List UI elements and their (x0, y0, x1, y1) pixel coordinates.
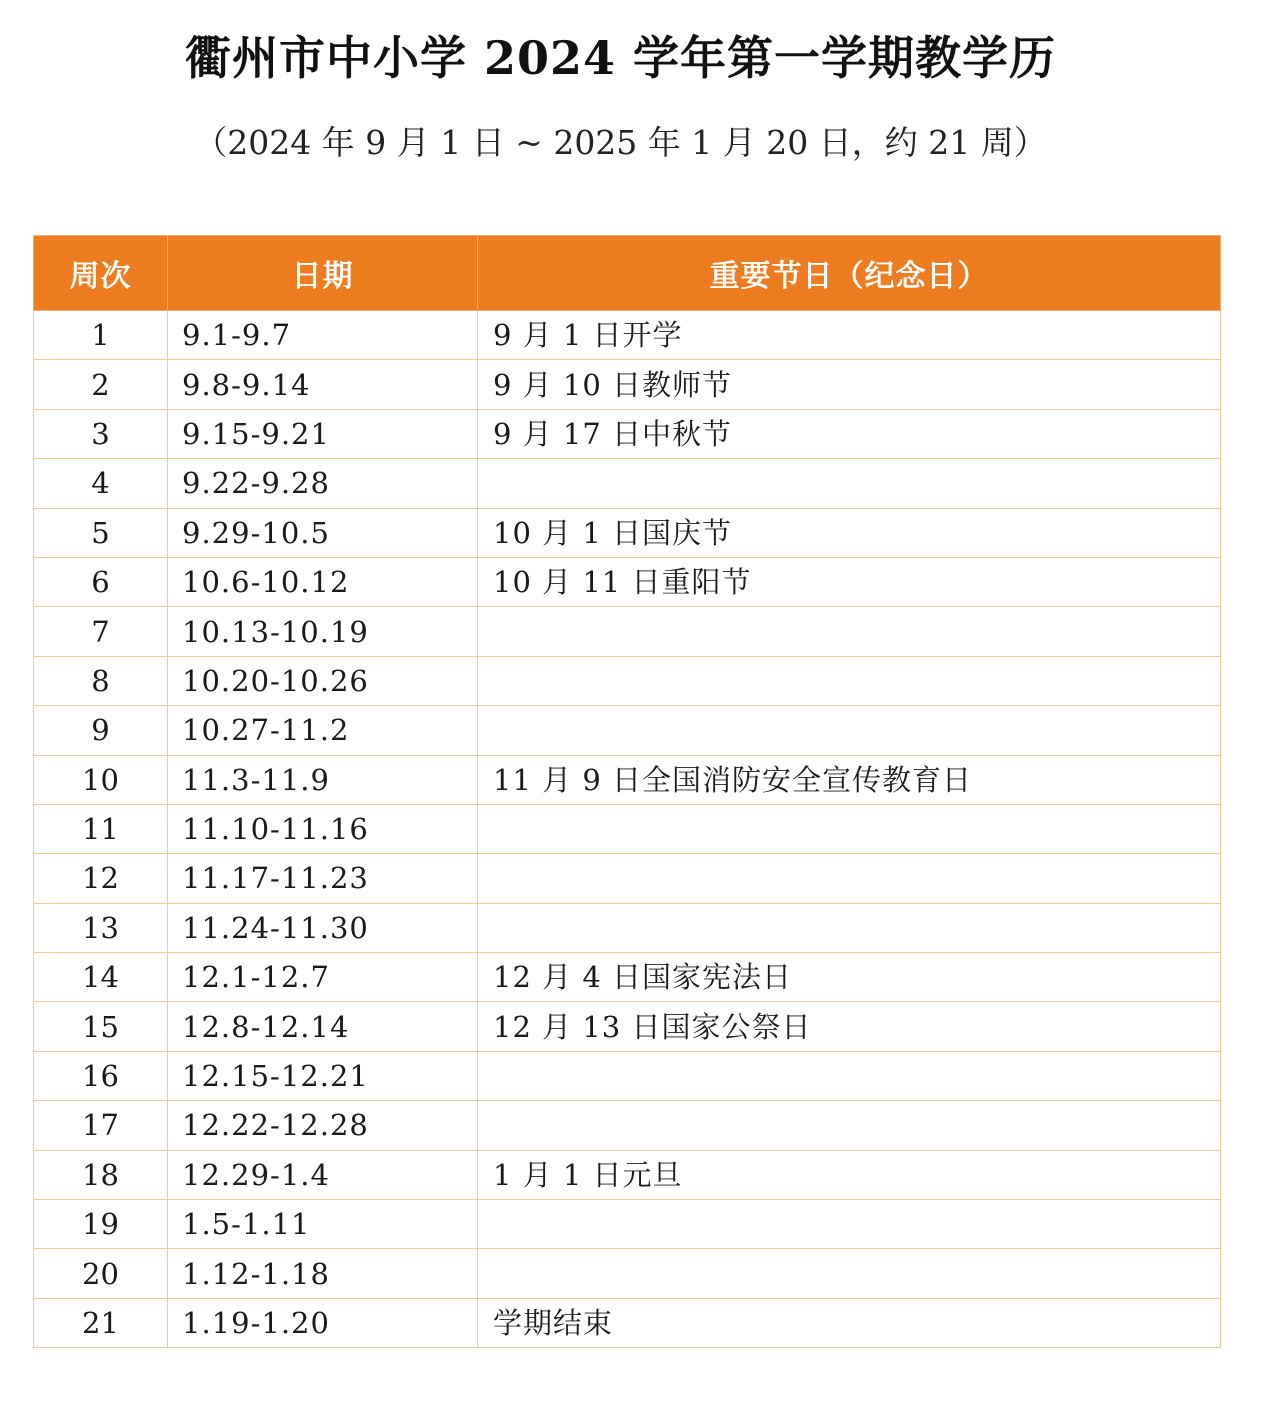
header-week: 周次 (34, 236, 168, 311)
header-date: 日期 (168, 236, 478, 311)
holiday-cell: 学期结束 (478, 1298, 1221, 1347)
table-body (34, 311, 1221, 1348)
holiday-cell (478, 1051, 1221, 1100)
week-cell: 14 (34, 953, 168, 1002)
week-cell: 7 (34, 607, 168, 656)
header-row (34, 236, 1221, 311)
date-cell: 12.8-12.14 (168, 1002, 478, 1051)
table-row (34, 706, 1221, 755)
week-cell: 9 (34, 706, 168, 755)
week-cell: 15 (34, 1002, 168, 1051)
holiday-cell: 11 月 9 日全国消防安全宣传教育日 (478, 755, 1221, 804)
table-row (34, 409, 1221, 458)
table-header (34, 236, 1221, 311)
table-row (34, 755, 1221, 804)
date-cell: 12.22-12.28 (168, 1101, 478, 1150)
holiday-cell (478, 903, 1221, 952)
week-cell: 21 (34, 1298, 168, 1347)
teaching-calendar-table (33, 235, 1221, 1348)
table-row (34, 1002, 1221, 1051)
week-cell: 17 (34, 1101, 168, 1150)
table-row (34, 557, 1221, 606)
week-cell: 4 (34, 459, 168, 508)
holiday-cell: 9 月 17 日中秋节 (478, 409, 1221, 458)
week-cell: 1 (34, 311, 168, 360)
header-holiday: 重要节日（纪念日） (478, 236, 1221, 311)
holiday-cell (478, 1101, 1221, 1150)
table-row (34, 1298, 1221, 1347)
table-row (34, 459, 1221, 508)
holiday-cell (478, 459, 1221, 508)
holiday-cell: 9 月 1 日开学 (478, 311, 1221, 360)
holiday-cell (478, 1200, 1221, 1249)
date-cell: 9.22-9.28 (168, 459, 478, 508)
week-cell: 16 (34, 1051, 168, 1100)
date-cell: 1.12-1.18 (168, 1249, 478, 1298)
table-row (34, 1150, 1221, 1199)
holiday-cell: 12 月 4 日国家宪法日 (478, 953, 1221, 1002)
week-cell: 13 (34, 903, 168, 952)
week-cell: 18 (34, 1150, 168, 1199)
week-cell: 2 (34, 360, 168, 409)
table-row (34, 1249, 1221, 1298)
holiday-cell (478, 706, 1221, 755)
week-cell: 8 (34, 656, 168, 705)
table-row (34, 854, 1221, 903)
date-cell: 1.5-1.11 (168, 1200, 478, 1249)
holiday-cell: 10 月 11 日重阳节 (478, 557, 1221, 606)
date-cell: 12.1-12.7 (168, 953, 478, 1002)
holiday-cell (478, 607, 1221, 656)
holiday-cell: 10 月 1 日国庆节 (478, 508, 1221, 557)
date-cell: 11.24-11.30 (168, 903, 478, 952)
table-row (34, 360, 1221, 409)
table-row (34, 804, 1221, 853)
holiday-cell: 12 月 13 日国家公祭日 (478, 1002, 1221, 1051)
week-cell: 10 (34, 755, 168, 804)
date-cell: 11.10-11.16 (168, 804, 478, 853)
week-cell: 6 (34, 557, 168, 606)
table-row (34, 953, 1221, 1002)
week-cell: 3 (34, 409, 168, 458)
date-cell: 9.29-10.5 (168, 508, 478, 557)
holiday-cell: 1 月 1 日元旦 (478, 1150, 1221, 1199)
date-cell: 10.6-10.12 (168, 557, 478, 606)
date-cell: 9.15-9.21 (168, 409, 478, 458)
page-subtitle: （2024 年 9 月 1 日 ~ 2025 年 1 月 20 日，约 21 周） (194, 123, 1047, 162)
date-cell: 12.15-12.21 (168, 1051, 478, 1100)
week-cell: 5 (34, 508, 168, 557)
holiday-cell (478, 1249, 1221, 1298)
table-row (34, 656, 1221, 705)
table-row (34, 1200, 1221, 1249)
table-row (34, 607, 1221, 656)
date-cell: 1.19-1.20 (168, 1298, 478, 1347)
date-cell: 9.8-9.14 (168, 360, 478, 409)
date-cell: 10.27-11.2 (168, 706, 478, 755)
table-row (34, 311, 1221, 360)
table-row (34, 1051, 1221, 1100)
page-title: 衢州市中小学 2024 学年第一学期教学历 (184, 31, 1057, 85)
date-cell: 9.1-9.7 (168, 311, 478, 360)
week-cell: 11 (34, 804, 168, 853)
date-cell: 11.17-11.23 (168, 854, 478, 903)
week-cell: 12 (34, 854, 168, 903)
table-row (34, 1101, 1221, 1150)
date-cell: 11.3-11.9 (168, 755, 478, 804)
date-cell: 10.13-10.19 (168, 607, 478, 656)
holiday-cell (478, 854, 1221, 903)
date-cell: 12.29-1.4 (168, 1150, 478, 1199)
table-row (34, 508, 1221, 557)
table-row (34, 903, 1221, 952)
week-cell: 19 (34, 1200, 168, 1249)
holiday-cell (478, 804, 1221, 853)
week-cell: 20 (34, 1249, 168, 1298)
holiday-cell: 9 月 10 日教师节 (478, 360, 1221, 409)
holiday-cell (478, 656, 1221, 705)
date-cell: 10.20-10.26 (168, 656, 478, 705)
